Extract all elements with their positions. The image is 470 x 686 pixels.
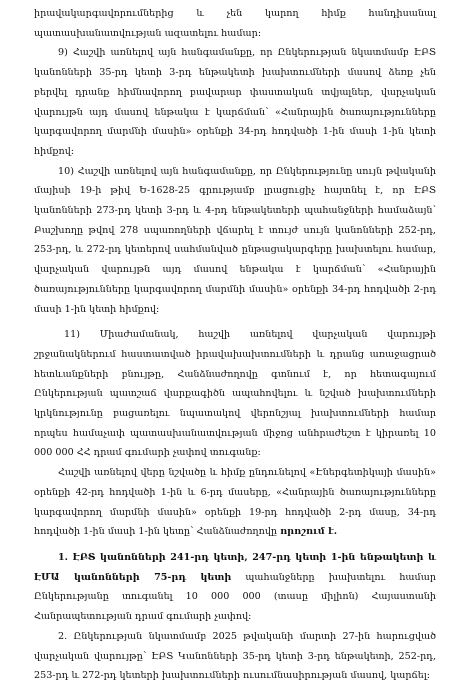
decision-intro-text: Հաշվի առնելով վերը նշվածը և հիմք ընդունելով «Էներգետիկայի մասին» օրենքի 42-րդ հոդվածի 1-ին և 6-րդ մասերը, «Հանրային ծառայությունները կարգավորող մարմնի մասին» օրենքի 19-րդ հոդվածի 2-րդ մասը, 34-րդ հոդվածի 1-ին մասի 1-ին կետը՝ Հանձնաժողովը bbox=[34, 467, 436, 538]
decision-item-1 bbox=[34, 548, 436, 627]
decision-item-2: 2. Ընկերության նկատմամբ 2025 թվականի մարտի 27-ին հարուցված վարչական վարույթը՝ ԷԲՏ Կանոնների 35-րդ կետի 3-րդ ենթակետի, 252-րդ, 253-րդ և 272-րդ կետերի խախտումների ուսումնասիրության մասով, կարճել: bbox=[34, 630, 436, 682]
decision-item-1-rest: պահանջները խախտելու համար Ընկերությանը տուգանել 10 000 000 (տասը միլիոն) Հայաստանի Հանրապետության դրամ գումարի չափով: bbox=[34, 571, 436, 623]
paragraph-decision-intro bbox=[34, 463, 436, 542]
paragraph-continuation-end: պատասխանատվության ազատելու համար: bbox=[34, 27, 262, 39]
paragraph-9: 9) Հաշվի առնելով այն հանգամանքը, որ Ընկերության նկատմամբ ԷԲՏ կանոնների 35-րդ կետի 3-րդ ենթակետի խախտումների մասով ձեռք չեն բերվել դրանք հիմնավորող բավարար փաստական տվյալներ, վարչական վարույթն այդ մասով ենթակա է կարճման՝ «Հանրային ծառայությունները կարգավորող մարմնի մասին» օրենքի 34-րդ հոդվածի 1-ին մասի 1-ին կետի հիմքով: bbox=[34, 47, 436, 157]
paragraph-continuation-line: իրավակարգավորումներից և չեն կարող հիմք հանդիսանալ bbox=[34, 8, 436, 19]
paragraph-10: 10) Հաշվի առնելով այն հանգամանքը, որ Ընկերությունը սույն թվականի մայիսի 19-ի թիվ Ե-1628-25 գրությամբ լրացուցիչ հայտնել է, որ ԷԲՏ կանոնների 273-րդ կետի 3-րդ և 4-րդ ենթակետերի պահանջների համաձայն՝ Բաշխողը թվով 278 սպառողների վճարել է տույժ սույն կանոնների 252-րդ, 253-րդ, և 272-րդ կետերով սահմանված ընթացակարգերը խախտելու համար, վարչական վարույթն այդ մասով ենթակա է կարճման՝ «Հանրային ծառայությունները կարգավորող մարմնի մասին» օրենքի 34-րդ հոդվածի 2-րդ մասի 1-ին կետի հիմքով: bbox=[34, 165, 436, 315]
decision-item-1-bold: 1. ԷԲՏ կանոնների 241-րդ կետի, 247-րդ կետի 1-ին ենթակետի և ԷՄԱ կանոնների 75-րդ կետի bbox=[34, 551, 436, 583]
paragraph-11: 11) Միաժամանակ, հաշվի առնելով վարչական վարույթի շրջանակներում հաստատված իրավախախտումների և դրանց առաջացրած հետևանքների բնույթը, Հանձնաժողովը գտնում է, որ հետագայում Ընկերության պատշաճ վարքագիծն ապահովելու և նշված խախտումների կրկնությունը բացառելու նպատակով վերոնշյալ խախտումների համար որպես համաչափ պատասխանատվության միջոց անհրաժեշտ է կիրառել 10 000 000 ՀՀ դրամ գումարի չափով տուգանք: bbox=[34, 329, 436, 459]
decision-keyword: որոշում է. bbox=[280, 526, 338, 538]
